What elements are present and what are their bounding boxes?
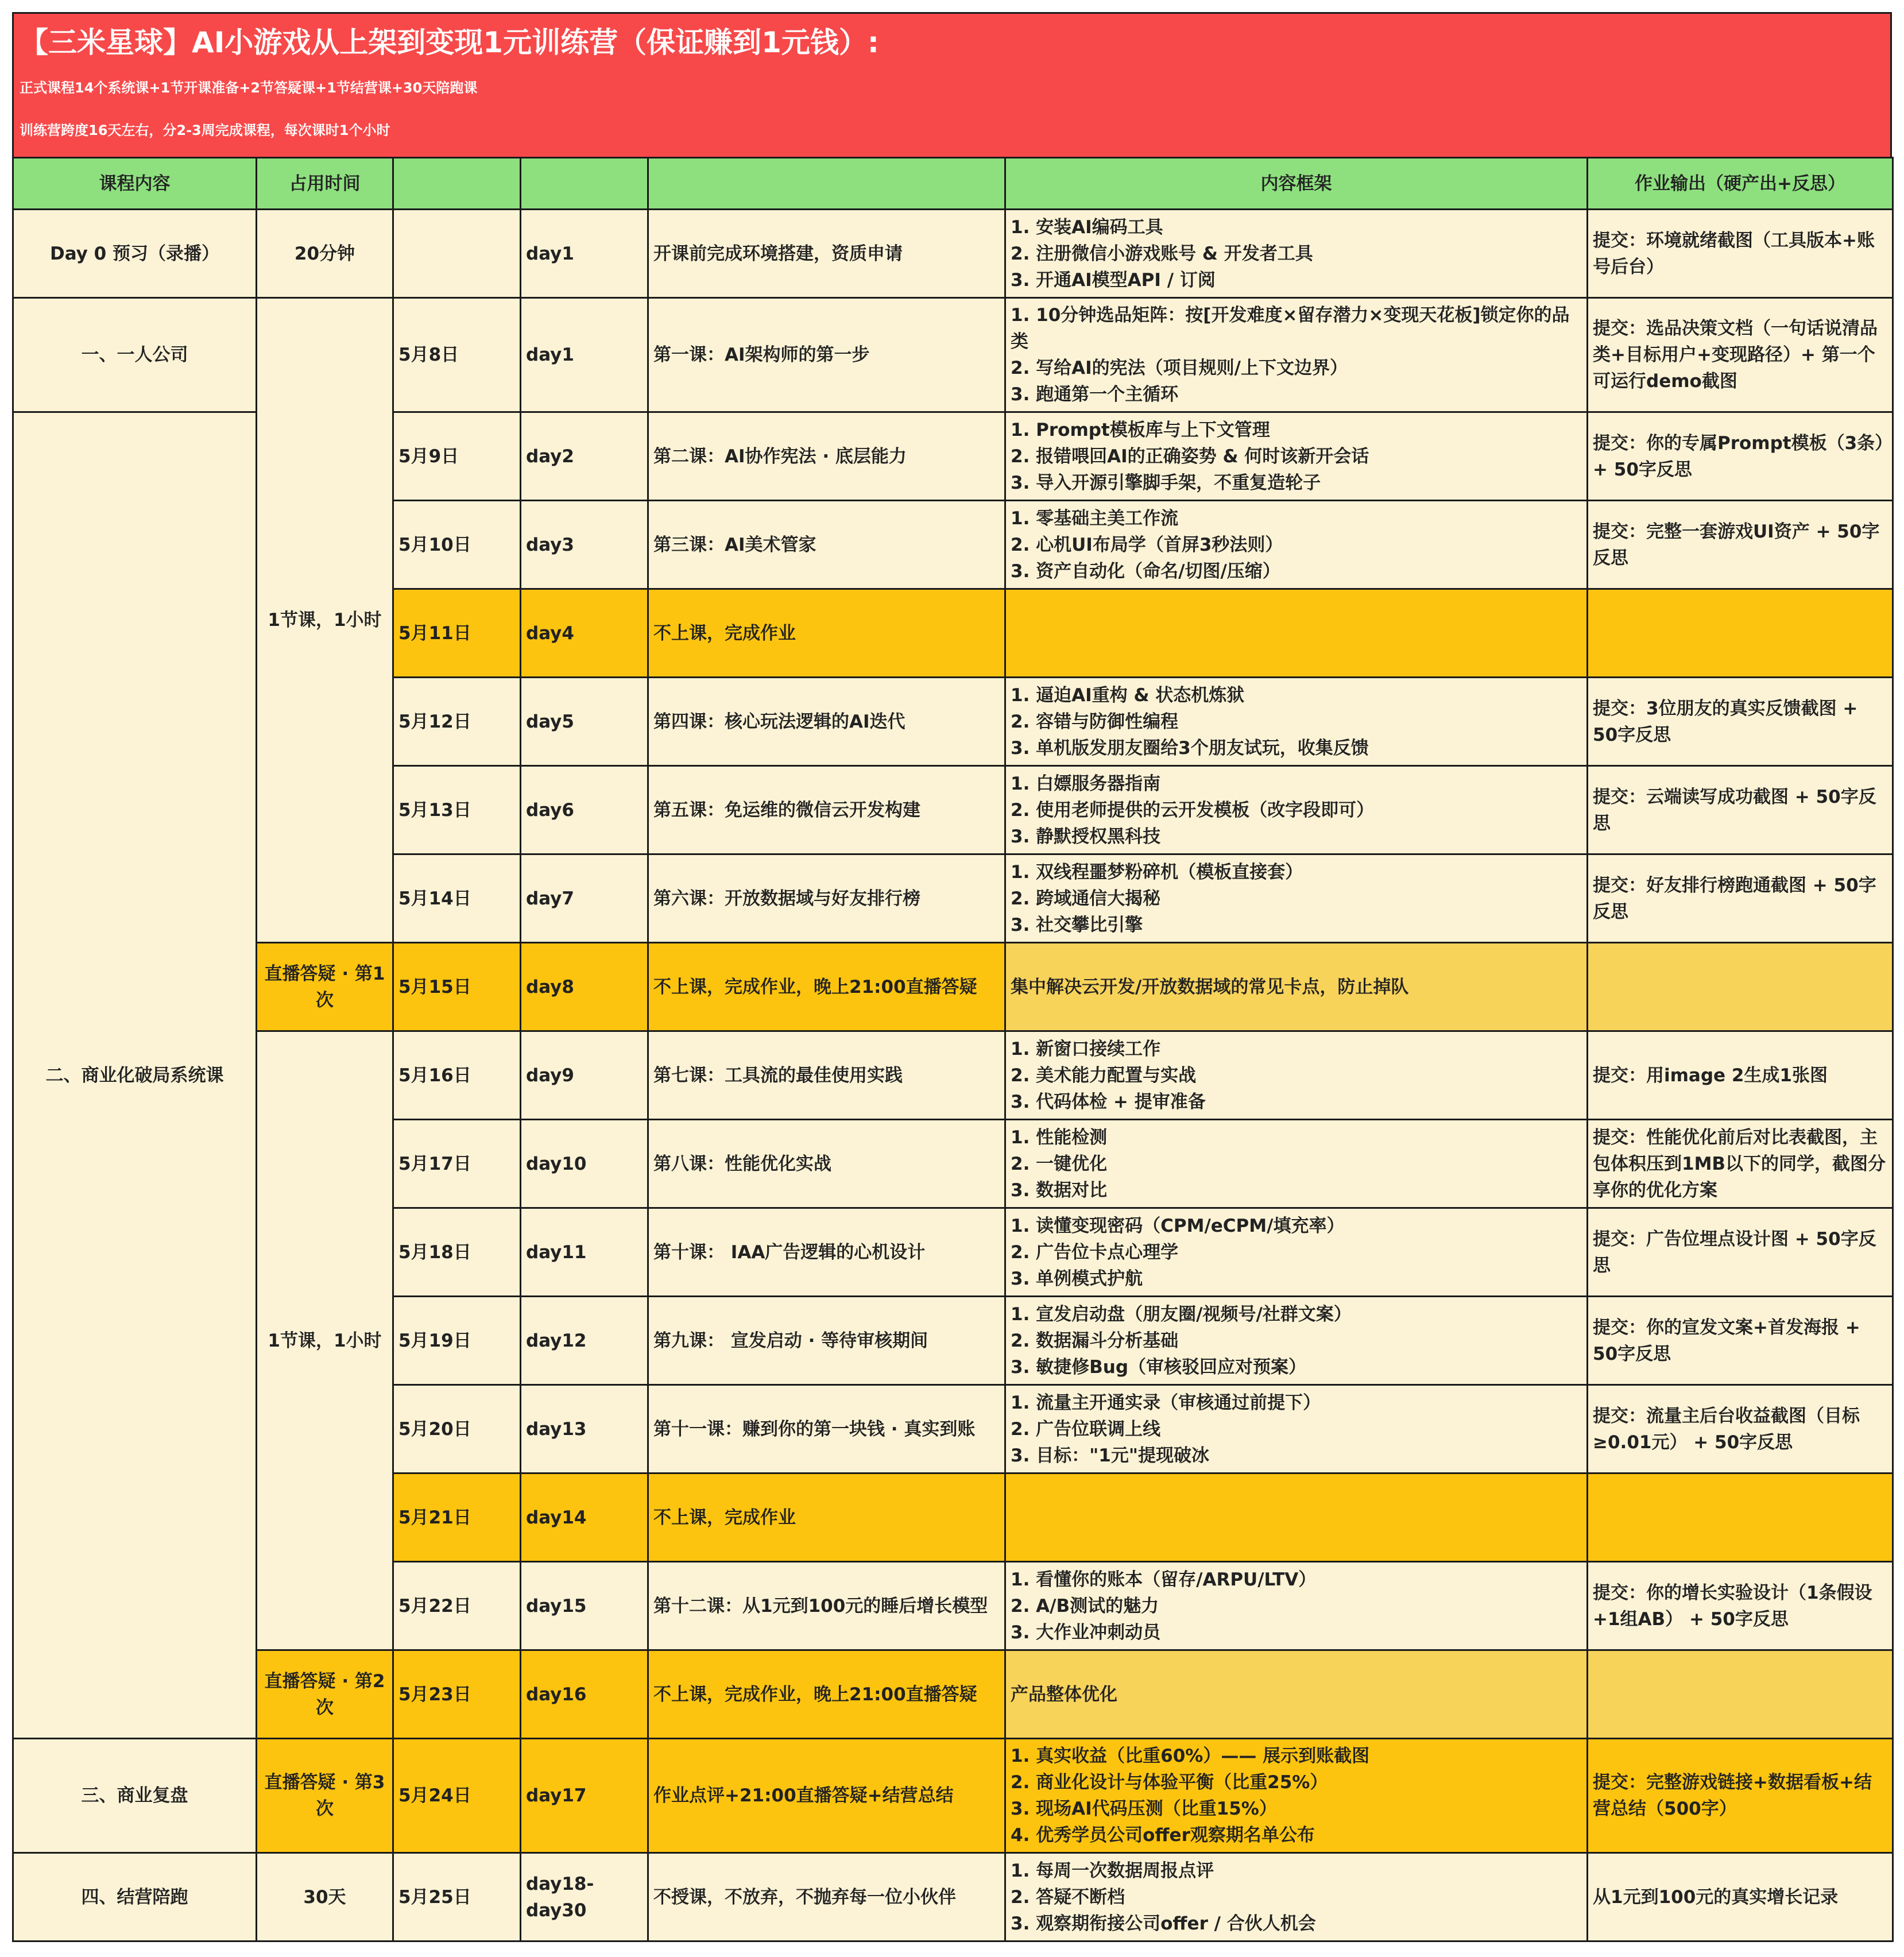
homework-cell [1588,1473,1893,1562]
col-header-date [393,158,521,210]
table-row [13,1853,1893,1941]
time-cell: 直播答疑 · 第2次 [257,1650,393,1739]
date-cell: 5月24日 [393,1739,521,1853]
table-row [13,943,1893,1031]
framework-item: 3. 观察期衔接公司offer / 合伙人机会 [1011,1913,1316,1934]
date-cell: 5月18日 [393,1208,521,1297]
lesson-cell: 不上课，完成作业 [648,589,1005,678]
framework-item: 1. Prompt模板库与上下文管理 [1011,419,1270,440]
col-header-homework: 作业输出（硬产出+反思） [1588,158,1893,210]
framework-item: 3. 导入开源引擎脚手架，不重复造轮子 [1011,472,1321,493]
lesson-cell: 作业点评+21:00直播答疑+结营总结 [648,1739,1005,1853]
framework-item: 产品整体优化 [1011,1684,1117,1705]
framework-item: 1. 性能检测 [1011,1127,1108,1148]
day-cell: day11 [521,1208,648,1297]
framework-cell [1005,589,1588,678]
framework-cell [1005,1650,1588,1739]
date-cell: 5月23日 [393,1650,521,1739]
course-duration-note: 训练营跨度16天左右，分2-3周完成课程，每次课时1个小时 [20,122,390,138]
course-summary: 正式课程14个系统课+1节开课准备+2节答疑课+1节结营课+30天陪跑课 [20,80,478,96]
framework-item: 2. 容错与防御性编程 [1011,711,1179,732]
framework-cell [1005,1853,1588,1941]
lesson-cell: 开课前完成环境搭建，资质申请 [648,210,1005,298]
time-cell: 30天 [257,1853,393,1941]
lesson-cell: 第六课：开放数据域与好友排行榜 [648,854,1005,943]
framework-cell [1005,1297,1588,1385]
section-commercial-review: 三、商业复盘 [13,1739,257,1853]
col-header-content: 课程内容 [13,158,257,210]
framework-item: 1. 10分钟选品矩阵：按[开发难度×留存潜力×变现天花板]锁定你的品类 [1011,305,1570,352]
framework-item: 1. 零基础主美工作流 [1011,508,1179,529]
table-header-row [13,158,1893,210]
time-cell: 1节课，1小时 [257,1031,393,1650]
lesson-cell: 不上课，完成作业，晚上21:00直播答疑 [648,943,1005,1031]
day-cell: day2 [521,412,648,501]
time-cell: 20分钟 [257,210,393,298]
framework-item: 3. 代码体检 + 提审准备 [1011,1091,1206,1112]
framework-item: 3. 大作业冲刺动员 [1011,1622,1161,1643]
framework-cell [1005,1473,1588,1562]
date-cell: 5月10日 [393,501,521,589]
col-header-day [521,158,648,210]
homework-cell: 提交：广告位埋点设计图 + 50字反思 [1588,1208,1893,1297]
framework-item: 1. 安装AI编码工具 [1011,216,1163,238]
section-graduation-followup: 四、结营陪跑 [13,1853,257,1941]
date-cell: 5月17日 [393,1120,521,1208]
framework-cell [1005,854,1588,943]
framework-item: 2. 使用老师提供的云开发模板（改字段即可） [1011,799,1375,821]
day-cell: day12 [521,1297,648,1385]
framework-item: 1. 白嫖服务器指南 [1011,773,1161,794]
day-cell: day18-day30 [521,1853,648,1941]
homework-cell: 提交：完整一套游戏UI资产 + 50字反思 [1588,501,1893,589]
homework-cell: 提交：环境就绪截图（工具版本+账号后台） [1588,210,1893,298]
day-cell: day9 [521,1031,648,1120]
date-cell: 5月22日 [393,1562,521,1650]
date-cell: 5月15日 [393,943,521,1031]
framework-item: 2. 一键优化 [1011,1153,1108,1174]
framework-cell [1005,1739,1588,1853]
col-header-time: 占用时间 [257,158,393,210]
section-one-person-company: 一、一人公司 [13,298,257,412]
section-commercial-system: 二、商业化破局系统课 [13,412,257,1739]
time-cell: 直播答疑 · 第3次 [257,1739,393,1853]
col-header-framework: 内容框架 [1005,158,1588,210]
framework-cell [1005,943,1588,1031]
homework-cell: 提交：用image 2生成1张图 [1588,1031,1893,1120]
lesson-cell: 第十课： IAA广告逻辑的心机设计 [648,1208,1005,1297]
homework-cell: 从1元到100元的真实增长记录 [1588,1853,1893,1941]
framework-item: 4. 优秀学员公司offer观察期名单公布 [1011,1825,1315,1846]
date-cell: 5月8日 [393,298,521,412]
homework-cell: 提交：性能优化前后对比表截图，主包体积压到1MB以下的同学，截图分享你的优化方案 [1588,1120,1893,1208]
day-cell: day13 [521,1385,648,1473]
framework-cell [1005,678,1588,766]
framework-cell [1005,1208,1588,1297]
framework-cell [1005,298,1588,412]
framework-item: 3. 敏捷修Bug（审核驳回应对预案） [1011,1356,1307,1378]
table-row [13,1650,1893,1739]
homework-cell: 提交：选品决策文档（一句话说清品类+目标用户+变现路径）+ 第一个可运行demo截图 [1588,298,1893,412]
framework-item: 3. 资产自动化（命名/切图/压缩） [1011,560,1280,582]
table-row [13,1031,1893,1120]
framework-cell [1005,501,1588,589]
framework-cell [1005,210,1588,298]
framework-cell [1005,1385,1588,1473]
lesson-cell: 第四课：核心玩法逻辑的AI迭代 [648,678,1005,766]
date-cell: 5月14日 [393,854,521,943]
table-row [13,298,1893,412]
framework-item: 3. 单机版发朋友圈给3个朋友试玩，收集反馈 [1011,737,1369,759]
framework-item: 2. 写给AI的宪法（项目规则/上下文边界） [1011,358,1348,378]
framework-item: 2. 美术能力配置与实战 [1011,1065,1197,1086]
day-cell: day16 [521,1650,648,1739]
day-cell: day3 [521,501,648,589]
framework-item: 2. 答疑不断档 [1011,1886,1125,1908]
day-cell: day17 [521,1739,648,1853]
date-cell: 5月19日 [393,1297,521,1385]
framework-item: 1. 宣发启动盘（朋友圈/视频号/社群文案） [1011,1304,1352,1325]
lesson-cell: 不上课，完成作业，晚上21:00直播答疑 [648,1650,1005,1739]
date-cell: 5月13日 [393,766,521,854]
lesson-cell: 第十二课：从1元到100元的睡后增长模型 [648,1562,1005,1650]
homework-cell: 提交：你的增长实验设计（1条假设+1组AB） + 50字反思 [1588,1562,1893,1650]
time-cell: 直播答疑 · 第1次 [257,943,393,1031]
date-cell: 5月11日 [393,589,521,678]
day-cell: day5 [521,678,648,766]
section-preview: Day 0 预习（录播） [13,210,257,298]
lesson-cell: 第三课：AI美术管家 [648,501,1005,589]
day-cell: day1 [521,298,648,412]
homework-cell [1588,1650,1893,1739]
day-cell: day4 [521,589,648,678]
framework-item: 3. 开通AI模型API / 订阅 [1011,269,1216,291]
framework-item: 集中解决云开发/开放数据域的常见卡点，防止掉队 [1011,976,1409,997]
framework-item: 1. 每周一次数据周报点评 [1011,1860,1214,1881]
lesson-cell: 第五课：免运维的微信云开发构建 [648,766,1005,854]
framework-cell [1005,412,1588,501]
lesson-cell: 第八课：性能优化实战 [648,1120,1005,1208]
time-cell: 1节课，1小时 [257,298,393,943]
framework-item: 2. 广告位联调上线 [1011,1418,1161,1440]
table-row [13,210,1893,298]
homework-cell [1588,589,1893,678]
framework-item: 2. 商业化设计与体验平衡（比重25%） [1011,1772,1328,1793]
banner-header [12,12,1892,157]
framework-item: 1. 双线程噩梦粉碎机（模板直接套） [1011,861,1303,883]
course-schedule-document [12,12,1892,1942]
lesson-cell: 第七课：工具流的最佳使用实践 [648,1031,1005,1120]
framework-item: 1. 看懂你的账本（留存/ARPU/LTV） [1011,1569,1317,1590]
framework-item: 1. 读懂变现密码（CPM/eCPM/填充率） [1011,1215,1345,1236]
col-header-lesson [648,158,1005,210]
framework-item: 2. 跨域通信大揭秘 [1011,888,1161,909]
day-cell: day6 [521,766,648,854]
lesson-cell: 第二课：AI协作宪法 · 底层能力 [648,412,1005,501]
day-cell: day14 [521,1473,648,1562]
homework-cell: 提交：流量主后台收益截图（目标≥0.01元） + 50字反思 [1588,1385,1893,1473]
lesson-cell: 第九课： 宣发启动 · 等待审核期间 [648,1297,1005,1385]
table-row [13,1739,1893,1853]
day-cell: day15 [521,1562,648,1650]
framework-item: 1. 逼迫AI重构 & 状态机炼狱 [1011,684,1245,706]
date-cell: 5月20日 [393,1385,521,1473]
date-cell: 5月9日 [393,412,521,501]
lesson-cell: 第十一课：赚到你的第一块钱 · 真实到账 [648,1385,1005,1473]
framework-cell [1005,1562,1588,1650]
framework-item: 3. 跑通第一个主循环 [1011,384,1179,405]
day-cell: day8 [521,943,648,1031]
day-cell: day10 [521,1120,648,1208]
framework-item: 2. 广告位卡点心理学 [1011,1242,1179,1263]
framework-cell [1005,766,1588,854]
page-title: 【三米星球】AI小游戏从上架到变现1元训练营（保证赚到1元钱）: [20,26,879,59]
homework-cell: 提交：好友排行榜跑通截图 + 50字反思 [1588,854,1893,943]
homework-cell: 提交：完整游戏链接+数据看板+结营总结（500字） [1588,1739,1893,1853]
framework-item: 2. 心机UI布局学（首屏3秒法则） [1011,534,1283,555]
lesson-cell: 不授课，不放弃，不抛弃每一位小伙伴 [648,1853,1005,1941]
date-cell: 5月25日 [393,1853,521,1941]
framework-item: 3. 静默授权黑科技 [1011,826,1161,847]
framework-cell [1005,1031,1588,1120]
framework-item: 3. 现场AI代码压测（比重15%） [1011,1799,1277,1819]
framework-item: 2. 注册微信小游戏账号 & 开发者工具 [1011,243,1313,264]
framework-item: 3. 单例模式护航 [1011,1268,1143,1289]
framework-item: 3. 数据对比 [1011,1179,1108,1201]
framework-item: 3. 社交攀比引擎 [1011,914,1143,935]
framework-item: 2. 报错喂回AI的正确姿势 & 何时该新开会话 [1011,446,1369,467]
schedule-table [12,157,1894,1942]
lesson-cell: 不上课，完成作业 [648,1473,1005,1562]
date-cell: 5月12日 [393,678,521,766]
day-cell: day1 [521,210,648,298]
framework-item: 2. A/B测试的魅力 [1011,1595,1159,1616]
day-cell: day7 [521,854,648,943]
framework-cell [1005,1120,1588,1208]
date-cell [393,210,521,298]
homework-cell: 提交：你的专属Prompt模板（3条）+ 50字反思 [1588,412,1893,501]
framework-item: 1. 流量主开通实录（审核通过前提下） [1011,1392,1321,1413]
homework-cell: 提交：你的宣发文案+首发海报 + 50字反思 [1588,1297,1893,1385]
date-cell: 5月16日 [393,1031,521,1120]
framework-item: 2. 数据漏斗分析基础 [1011,1330,1179,1351]
framework-item: 1. 新窗口接续工作 [1011,1038,1161,1059]
lesson-cell: 第一课：AI架构师的第一步 [648,298,1005,412]
framework-item: 3. 目标："1元"提现破冰 [1011,1445,1210,1466]
homework-cell: 提交：3位朋友的真实反馈截图 + 50字反思 [1588,678,1893,766]
framework-item: 1. 真实收益（比重60%）—— 展示到账截图 [1011,1746,1370,1766]
homework-cell: 提交：云端读写成功截图 + 50字反思 [1588,766,1893,854]
date-cell: 5月21日 [393,1473,521,1562]
homework-cell [1588,943,1893,1031]
